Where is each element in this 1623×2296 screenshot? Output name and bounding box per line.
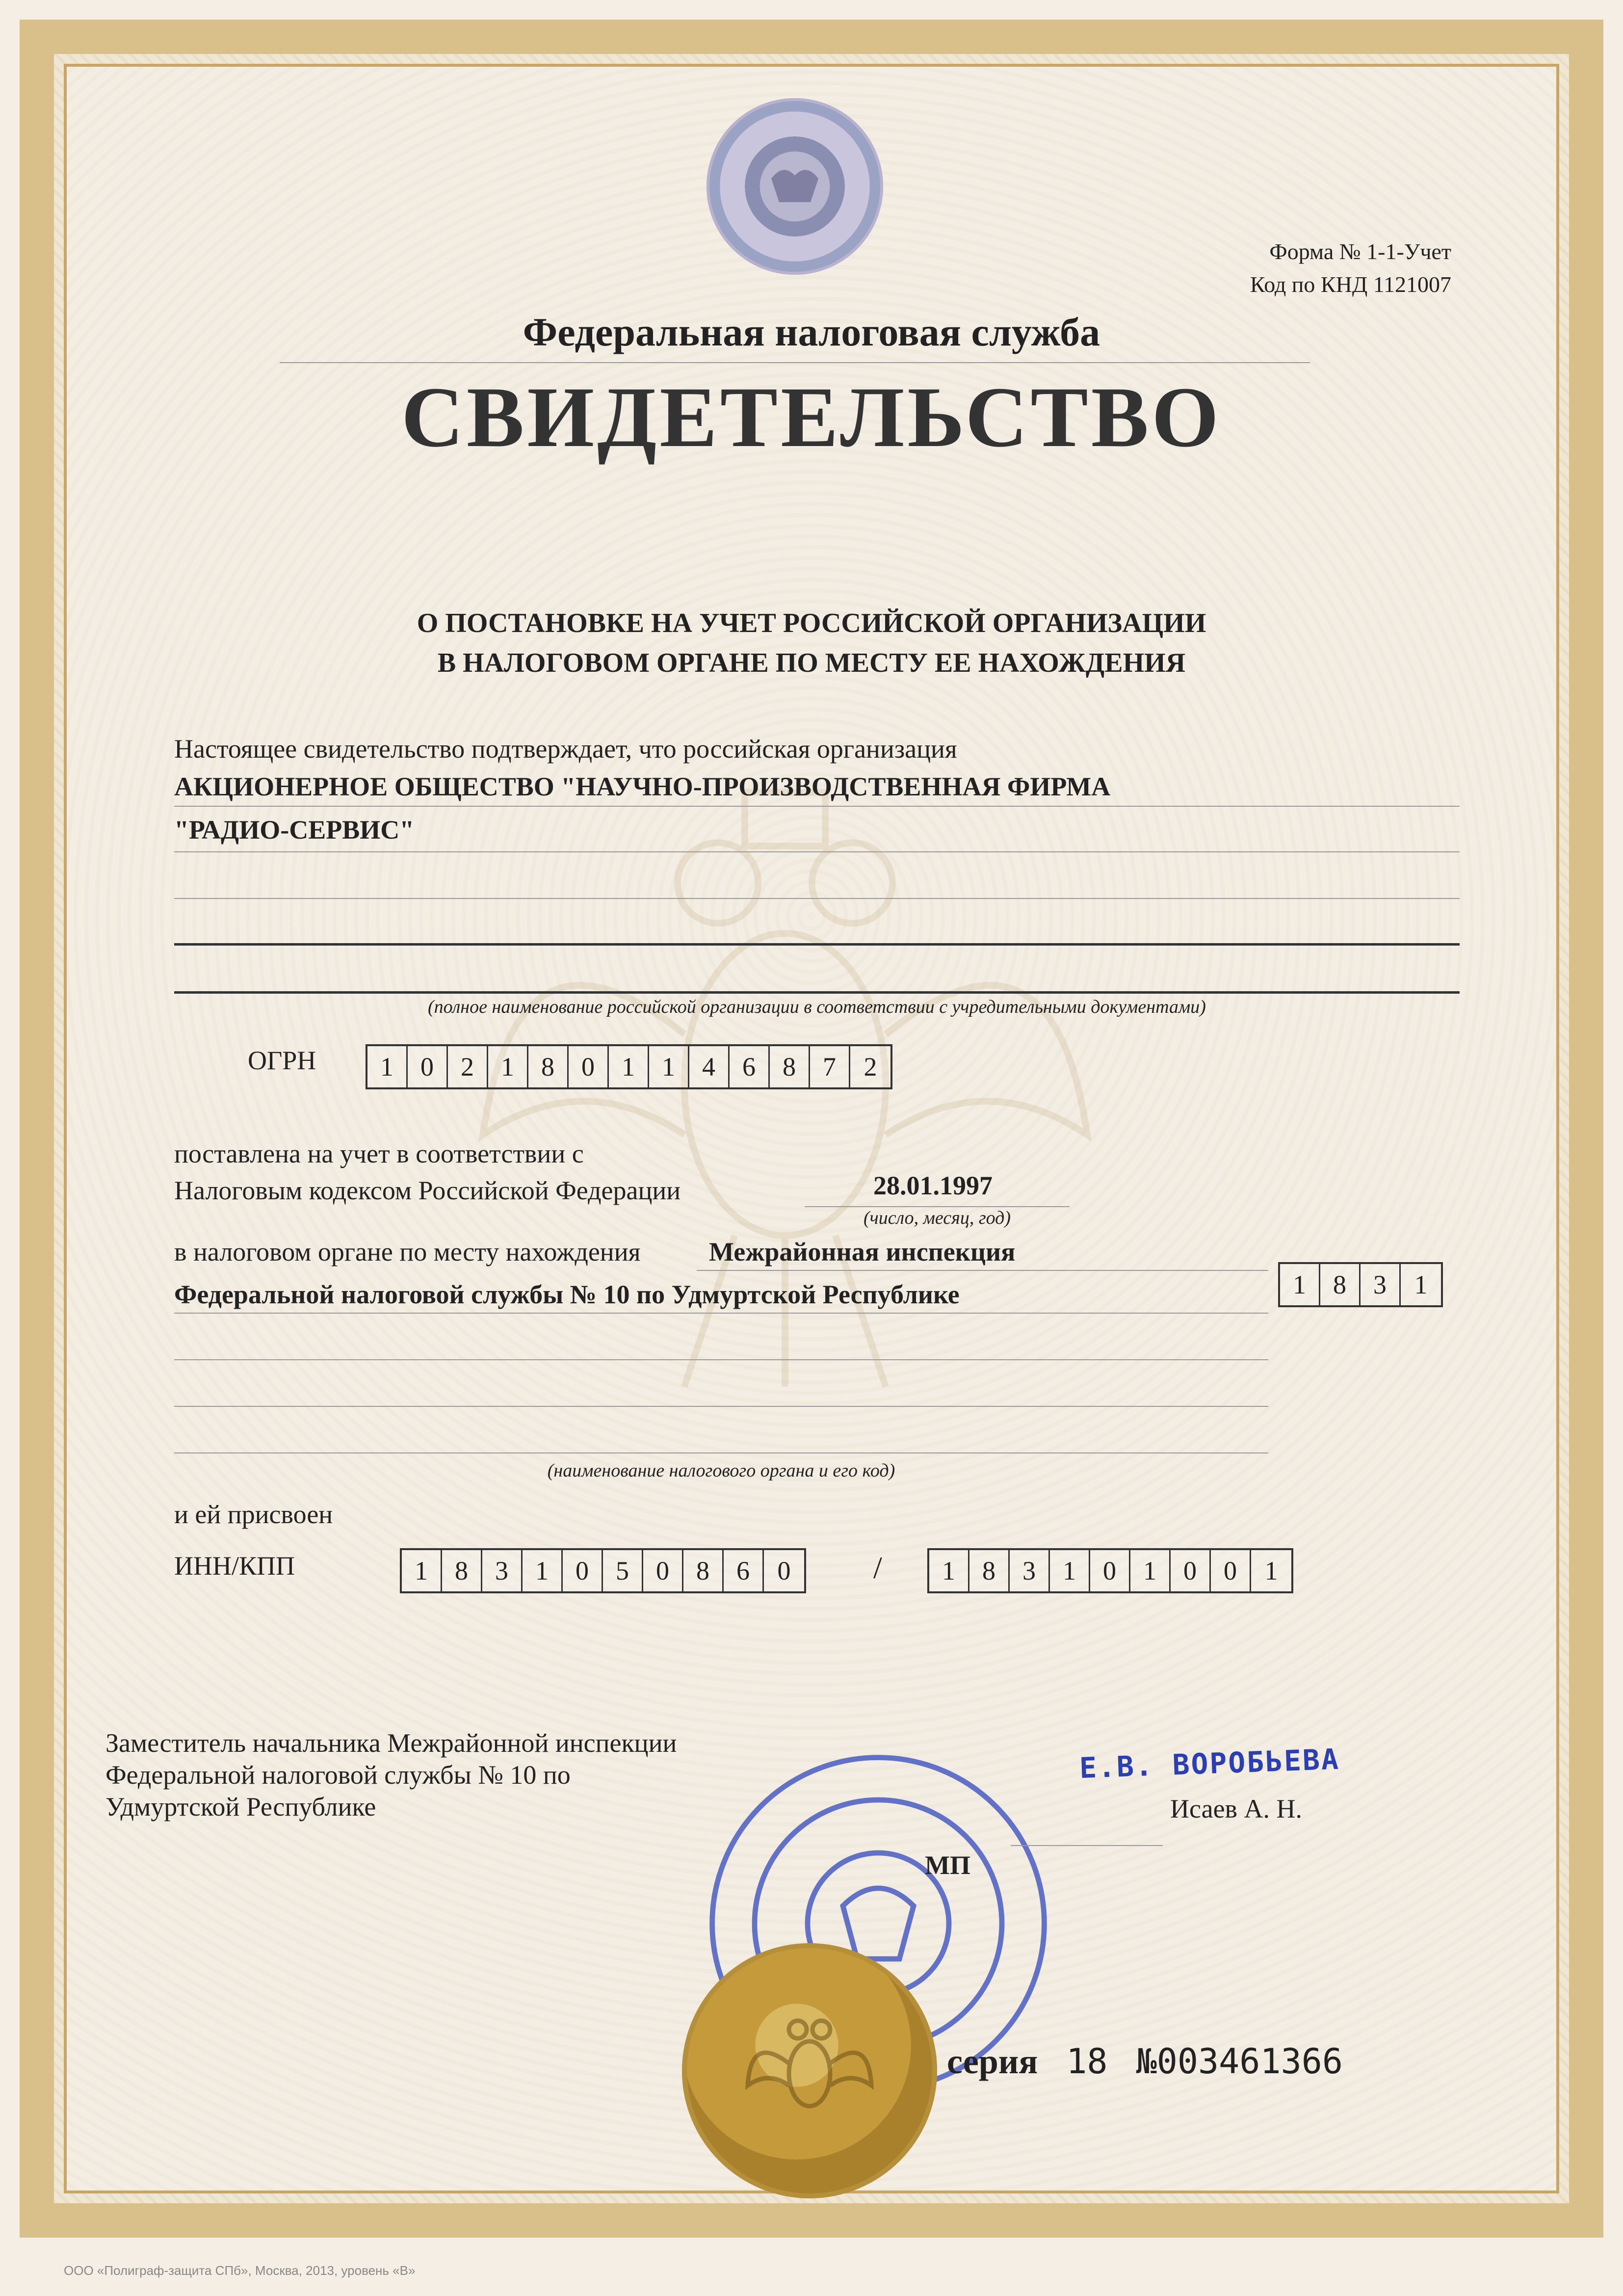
date-note: (число, месяц, год) — [863, 1208, 1011, 1228]
digit-cell: 0 — [1171, 1550, 1211, 1591]
digit-cell: 1 — [1050, 1550, 1090, 1591]
document-title: СВИДЕТЕЛЬСТВО — [401, 369, 1222, 465]
digit-cell: 1 — [609, 1046, 649, 1087]
digit-cell: 8 — [442, 1550, 482, 1591]
tax-body-name2: Федеральной налоговой службы № 10 по Удмуртской Республике — [174, 1280, 960, 1309]
digit-cell: 3 — [482, 1550, 523, 1591]
form-number-block — [1250, 236, 1451, 301]
printer-footer: ООО «Полиграф-защита СПб», Москва, 2013, уровень «В» — [64, 2263, 416, 2278]
tax-body-note: (наименование налогового органа и его код) — [547, 1460, 895, 1481]
agency-name: Федеральная налоговая служба — [523, 310, 1100, 354]
digit-cell: 1 — [1414, 1270, 1428, 1299]
digit-cell: 0 — [408, 1046, 448, 1087]
rule — [174, 991, 1460, 994]
document-subtitle — [0, 604, 1623, 683]
signature-name-stamp: Е.В. ВОРОБЬЕВА — [1078, 1742, 1340, 1785]
digit-cell: 0 — [569, 1046, 609, 1087]
org-name-line1: АКЦИОНЕРНОЕ ОБЩЕСТВО "НАУЧНО-ПРОИЗВОДСТВЕННАЯ ФИРМА — [174, 772, 1111, 801]
digit-cell: 8 — [969, 1550, 1010, 1591]
digit-cell: 1 — [649, 1046, 689, 1087]
digit-cell: 6 — [730, 1046, 770, 1087]
inn-kpp-label: ИНН/КПП — [174, 1551, 295, 1581]
seal-place-mark: МП — [925, 1850, 970, 1880]
digit-cell: 1 — [402, 1550, 442, 1591]
rule — [174, 1406, 1268, 1407]
digit-cell: 1 — [488, 1046, 528, 1087]
inn-boxes — [400, 1548, 806, 1593]
divider — [280, 362, 1310, 363]
registration-line1: поставлена на учет в соответствии с — [174, 1139, 584, 1168]
kpp-boxes — [927, 1548, 1293, 1593]
tax-body-name1: Межрайонная инспекция — [709, 1237, 1016, 1267]
hologram-emblem-icon — [756, 147, 834, 226]
rule — [697, 1270, 1268, 1271]
knd-code: Код по КНД 1121007 — [1250, 271, 1451, 297]
digit-cell: 3 — [1010, 1550, 1050, 1591]
series-number: №003461366 — [1136, 2041, 1343, 2082]
registration-date: 28.01.1997 — [873, 1171, 993, 1200]
series-label: серия — [947, 2042, 1038, 2081]
subtitle-line: О ПОСТАНОВКЕ НА УЧЕТ РОССИЙСКОЙ ОРГАНИЗАЦИИ — [417, 608, 1206, 638]
digit-cell: 0 — [563, 1550, 603, 1591]
digit-cell: 2 — [864, 1052, 877, 1082]
digit-cell: 2 — [448, 1046, 488, 1087]
digit-cell: 0 — [1090, 1550, 1130, 1591]
inn-kpp-separator: / — [873, 1550, 882, 1585]
signatory-title — [105, 1727, 677, 1822]
signature-rule — [1011, 1845, 1163, 1846]
rule — [174, 898, 1460, 899]
rule — [174, 943, 1460, 946]
digit-cell: 8 — [1320, 1264, 1361, 1305]
signatory-line: Удмуртской Республике — [105, 1792, 376, 1821]
form-number: Форма № 1-1-Учет — [1269, 239, 1451, 264]
org-name-line2: "РАДИО-СЕРВИС" — [174, 815, 415, 845]
rule — [174, 806, 1460, 807]
digit-cell: 0 — [1211, 1550, 1251, 1591]
ogrn-label: ОГРН — [248, 1046, 316, 1075]
digit-cell: 6 — [724, 1550, 764, 1591]
digit-cell: 4 — [689, 1046, 730, 1087]
ogrn-boxes — [366, 1044, 892, 1089]
digit-cell: 5 — [603, 1550, 643, 1591]
digit-cell: 8 — [528, 1046, 569, 1087]
digit-cell: 1 — [1130, 1550, 1171, 1591]
signatory-line: Заместитель начальника Межрайонной инспекции — [105, 1728, 677, 1758]
rule — [174, 1313, 1268, 1314]
signatory-name: Исаев А. Н. — [1170, 1794, 1303, 1823]
tax-body-prefix: в налоговом органе по месту нахождения — [174, 1237, 641, 1267]
subtitle-line: В НАЛОГОВОМ ОРГАНЕ ПО МЕСТУ ЕЕ НАХОЖДЕНИЯ — [437, 648, 1186, 679]
registration-line2: Налоговым кодексом Российской Федерации — [174, 1176, 681, 1205]
signatory-line: Федеральной налоговой службы № 10 по — [105, 1760, 571, 1790]
digit-cell: 7 — [810, 1046, 850, 1087]
digit-cell: 0 — [643, 1550, 683, 1591]
digit-cell: 1 — [523, 1550, 563, 1591]
series-code: 18 — [1066, 2041, 1108, 2082]
digit-cell: 0 — [777, 1556, 791, 1585]
digit-cell: 1 — [367, 1046, 408, 1087]
rule — [174, 1452, 1268, 1453]
org-name-note: (полное наименование российской организации в соответствии с учредительными документами) — [428, 997, 1206, 1017]
rule — [174, 851, 1460, 852]
digit-cell: 8 — [770, 1046, 810, 1087]
intro-text: Настоящее свидетельство подтверждает, что российская организация — [174, 734, 957, 764]
series-block — [947, 2041, 1343, 2082]
digit-cell: 1 — [1264, 1556, 1278, 1585]
digit-cell: 1 — [929, 1550, 969, 1591]
assigned-text: и ей присвоен — [174, 1500, 333, 1529]
eagle-emblem-icon — [736, 1997, 883, 2144]
digit-cell: 8 — [683, 1550, 724, 1591]
rule — [174, 1359, 1268, 1360]
digit-cell: 3 — [1361, 1264, 1401, 1305]
digit-cell: 1 — [1280, 1264, 1320, 1305]
tax-body-code-boxes — [1278, 1262, 1443, 1307]
